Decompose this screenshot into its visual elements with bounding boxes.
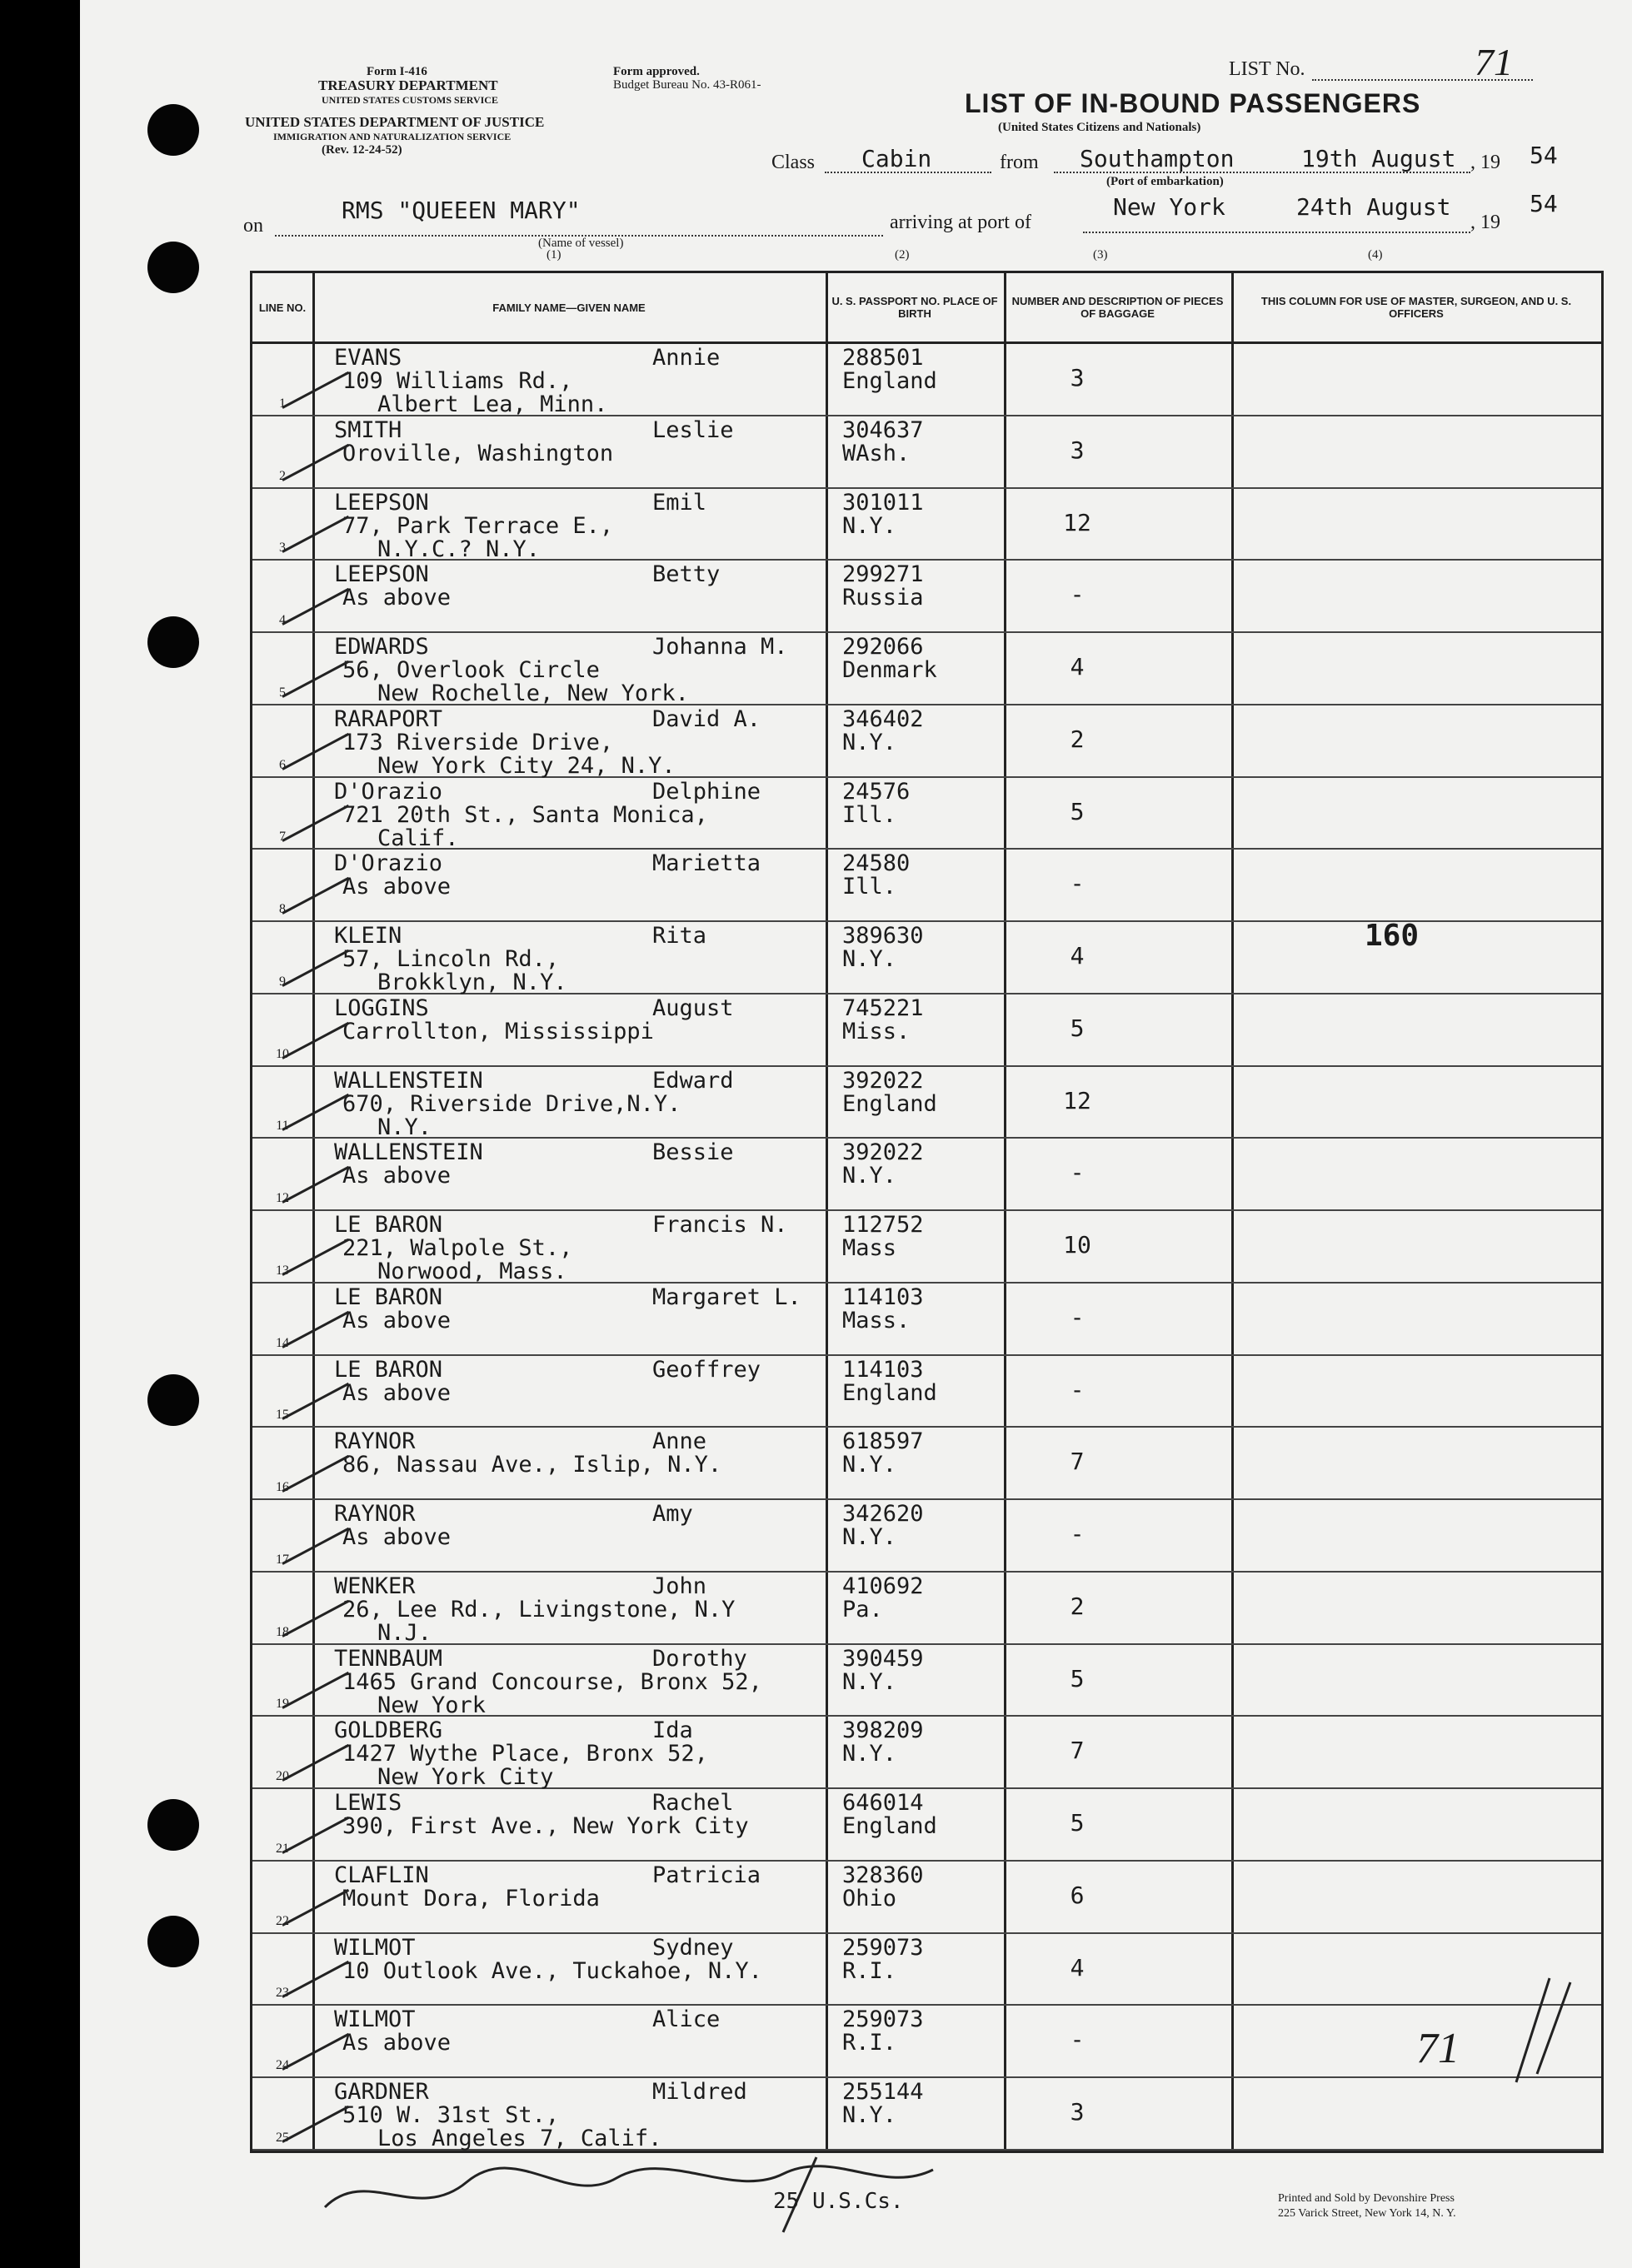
baggage-count: 2 bbox=[1070, 725, 1085, 753]
given-name: Leslie bbox=[652, 416, 734, 443]
address-line-2: New Rochelle, New York. bbox=[377, 680, 689, 707]
place-of-birth: Ohio bbox=[842, 1885, 897, 1912]
place-of-birth: England bbox=[842, 1379, 937, 1406]
table-row bbox=[252, 416, 1601, 489]
place-of-birth: England bbox=[842, 368, 937, 394]
vessel-name: RMS "QUEEEN MARY" bbox=[342, 197, 581, 224]
given-name: Dorothy bbox=[652, 1645, 747, 1672]
embarkation-port: Southampton bbox=[1080, 145, 1235, 172]
check-mark bbox=[282, 1528, 349, 1565]
address-line-1: As above bbox=[342, 585, 452, 611]
given-name: Johanna M. bbox=[652, 634, 788, 660]
family-name: RAYNOR bbox=[334, 1501, 416, 1528]
address-line-1: As above bbox=[342, 874, 452, 900]
passport-number: 328360 bbox=[842, 1862, 924, 1888]
check-mark bbox=[282, 805, 349, 842]
passport-number: 618597 bbox=[842, 1428, 924, 1455]
place-of-birth: N.Y. bbox=[842, 1741, 897, 1767]
baggage-count: 7 bbox=[1070, 1737, 1085, 1765]
check-mark bbox=[282, 1889, 349, 1927]
col-line-no: LINE NO. bbox=[252, 273, 312, 344]
given-name: Rachel bbox=[652, 1790, 734, 1817]
check-mark bbox=[282, 660, 349, 698]
line-number: 5 bbox=[279, 685, 286, 700]
table-row bbox=[252, 1211, 1601, 1284]
from-label: from bbox=[1000, 152, 1039, 173]
binder-hole bbox=[147, 104, 199, 156]
table-row bbox=[252, 994, 1601, 1067]
address-line-2: New York bbox=[377, 1692, 487, 1718]
col-marker-3: (3) bbox=[1093, 248, 1108, 262]
line-number: 8 bbox=[279, 902, 286, 917]
check-mark bbox=[282, 2033, 349, 2071]
family-name: RARAPORT bbox=[334, 705, 443, 732]
passport-number: 342620 bbox=[842, 1501, 924, 1528]
check-mark bbox=[282, 1094, 349, 1131]
passport-number: 299271 bbox=[842, 561, 924, 588]
given-name: David A. bbox=[652, 705, 761, 732]
address-line-2: N.J. bbox=[377, 1619, 432, 1646]
baggage-count: 3 bbox=[1070, 364, 1085, 391]
list-number: 71 bbox=[1475, 41, 1513, 83]
given-name: Betty bbox=[652, 561, 721, 588]
check-mark bbox=[282, 516, 349, 553]
check-mark bbox=[282, 1455, 349, 1493]
form-approved: Form approved. bbox=[613, 65, 700, 78]
address-line-1: 77, Park Terrace E., bbox=[342, 512, 614, 539]
col-marker-1: (1) bbox=[546, 248, 561, 262]
check-mark bbox=[282, 371, 349, 409]
given-name: Emil bbox=[652, 489, 707, 516]
passport-number: 646014 bbox=[842, 1790, 924, 1817]
table-row bbox=[252, 1067, 1601, 1139]
place-of-birth: Denmark bbox=[842, 657, 937, 684]
binder-hole bbox=[147, 242, 199, 293]
baggage-count: 4 bbox=[1070, 1953, 1085, 1981]
passport-number: 288501 bbox=[842, 345, 924, 371]
budget-bureau: Budget Bureau No. 43-R061- bbox=[613, 78, 761, 92]
given-name: Francis N. bbox=[652, 1212, 788, 1239]
baggage-count: - bbox=[1070, 1520, 1085, 1548]
check-mark bbox=[282, 1239, 349, 1276]
family-name: WILMOT bbox=[334, 2006, 416, 2033]
address-line-1: As above bbox=[342, 2030, 452, 2056]
embarkation-caption: (Port of embarkation) bbox=[1106, 175, 1224, 188]
place-of-birth: N.Y. bbox=[842, 1668, 897, 1695]
passport-number: 389630 bbox=[842, 923, 924, 950]
officer-note: 160 bbox=[1365, 919, 1420, 953]
check-mark bbox=[282, 1383, 349, 1420]
class-label: Class bbox=[771, 152, 816, 173]
address-line-2: New York City 24, N.Y. bbox=[377, 752, 676, 779]
address-line-1: 1427 Wythe Place, Bronx 52, bbox=[342, 1741, 708, 1767]
baggage-count: - bbox=[1070, 870, 1085, 898]
table-row bbox=[252, 1139, 1601, 1211]
address-line-2: Calif. bbox=[377, 825, 459, 851]
passport-number: 390459 bbox=[842, 1645, 924, 1672]
address-line-1: 57, Lincoln Rd., bbox=[342, 946, 560, 973]
line-number: 12 bbox=[276, 1191, 289, 1206]
given-name: Margaret L. bbox=[652, 1284, 801, 1310]
check-mark bbox=[282, 1672, 349, 1709]
class-value: Cabin bbox=[861, 145, 932, 172]
line-number: 23 bbox=[276, 1986, 289, 2001]
line-number: 9 bbox=[279, 974, 286, 989]
list-subtitle: (United States Citizens and Nationals) bbox=[998, 121, 1201, 134]
line-number: 7 bbox=[279, 830, 286, 845]
place-of-birth: Ill. bbox=[842, 801, 897, 828]
place-of-birth: N.Y. bbox=[842, 946, 897, 973]
col-officers: THIS COLUMN FOR USE OF MASTER, SURGEON, AND U. S. OFFICERS bbox=[1231, 273, 1601, 344]
address-line-2: N.Y.C.? N.Y. bbox=[377, 536, 541, 562]
address-line-1: 221, Walpole St., bbox=[342, 1235, 573, 1262]
family-name: EVANS bbox=[334, 345, 402, 371]
family-name: EDWARDS bbox=[334, 634, 429, 660]
address-line-1: As above bbox=[342, 1524, 452, 1551]
given-name: John bbox=[652, 1573, 707, 1599]
col-name: FAMILY NAME—GIVEN NAME bbox=[312, 273, 826, 344]
family-name: RAYNOR bbox=[334, 1428, 416, 1455]
check-mark bbox=[282, 443, 349, 481]
line-number: 10 bbox=[276, 1046, 289, 1061]
baggage-count: 5 bbox=[1070, 1809, 1085, 1837]
address-line-1: 109 Williams Rd., bbox=[342, 368, 573, 394]
table-row bbox=[252, 489, 1601, 561]
address-line-1: 721 20th St., Santa Monica, bbox=[342, 801, 708, 828]
line-number: 15 bbox=[276, 1408, 289, 1423]
line-number: 11 bbox=[276, 1119, 289, 1134]
table-row bbox=[252, 1862, 1601, 1934]
line-number: 2 bbox=[279, 468, 286, 483]
passport-number: 398209 bbox=[842, 1717, 924, 1744]
family-name: SMITH bbox=[334, 416, 402, 443]
family-name: D'Orazio bbox=[334, 778, 443, 805]
check-mark bbox=[282, 1022, 349, 1059]
col-marker-4: (4) bbox=[1368, 248, 1383, 262]
binder-hole bbox=[147, 1799, 199, 1851]
place-of-birth: R.I. bbox=[842, 1957, 897, 1984]
place-of-birth: WAsh. bbox=[842, 440, 911, 466]
table-row bbox=[252, 633, 1601, 705]
table-row bbox=[252, 778, 1601, 850]
passport-number: 114103 bbox=[842, 1284, 924, 1310]
given-name: Ida bbox=[652, 1717, 693, 1744]
line-number: 20 bbox=[276, 1769, 289, 1784]
place-of-birth: Ill. bbox=[842, 874, 897, 900]
given-name: Bessie bbox=[652, 1139, 734, 1166]
address-line-1: Carrollton, Mississippi bbox=[342, 1018, 654, 1044]
address-line-1: 86, Nassau Ave., Islip, N.Y. bbox=[342, 1452, 722, 1478]
line-number: 25 bbox=[276, 2130, 289, 2145]
passport-number: 114103 bbox=[842, 1356, 924, 1383]
passport-number: 745221 bbox=[842, 994, 924, 1021]
address-line-1: 510 W. 31st St., bbox=[342, 2102, 560, 2129]
line-number: 16 bbox=[276, 1480, 289, 1495]
justice-dept: UNITED STATES DEPARTMENT OF JUSTICE bbox=[245, 114, 545, 130]
passport-number: 112752 bbox=[842, 1212, 924, 1239]
table-row bbox=[252, 2078, 1601, 2151]
passport-number: 24576 bbox=[842, 778, 911, 805]
passport-number: 304637 bbox=[842, 416, 924, 443]
table-row bbox=[252, 1428, 1601, 1500]
table-row bbox=[252, 850, 1601, 922]
arrival-port: New York bbox=[1113, 193, 1225, 221]
passport-number: 259073 bbox=[842, 1934, 924, 1961]
baggage-count: 6 bbox=[1070, 1881, 1085, 1909]
place-of-birth: N.Y. bbox=[842, 512, 897, 539]
family-name: LE BARON bbox=[334, 1356, 443, 1383]
place-of-birth: N.Y. bbox=[842, 1452, 897, 1478]
line-number: 13 bbox=[276, 1263, 289, 1278]
binder-hole bbox=[147, 1916, 199, 1967]
family-name: LEWIS bbox=[334, 1790, 402, 1817]
col-passport: U. S. PASSPORT NO. PLACE OF BIRTH bbox=[826, 273, 1004, 344]
passenger-table bbox=[250, 271, 1604, 2153]
passport-number: 24580 bbox=[842, 850, 911, 877]
check-mark bbox=[282, 588, 349, 626]
table-row bbox=[252, 561, 1601, 633]
address-line-2: Albert Lea, Minn. bbox=[377, 391, 608, 417]
address-line-1: 390, First Ave., New York City bbox=[342, 1813, 749, 1840]
address-line-1: As above bbox=[342, 1163, 452, 1189]
check-mark bbox=[282, 2106, 349, 2143]
line-number: 14 bbox=[276, 1335, 289, 1350]
binder-hole bbox=[147, 616, 199, 668]
family-name: WALLENSTEIN bbox=[334, 1067, 483, 1094]
baggage-count: - bbox=[1070, 1375, 1085, 1403]
table-row bbox=[252, 1500, 1601, 1573]
line-number: 19 bbox=[276, 1697, 289, 1712]
check-mark bbox=[282, 877, 349, 915]
family-name: WENKER bbox=[334, 1573, 416, 1599]
year-prefix-2: , 19 bbox=[1470, 212, 1500, 233]
address-line-2: Brokklyn, N.Y. bbox=[377, 970, 567, 996]
line-number: 22 bbox=[276, 1913, 289, 1928]
baggage-count: 4 bbox=[1070, 653, 1085, 681]
list-no-label: LIST No. bbox=[1229, 58, 1305, 80]
family-name: WALLENSTEIN bbox=[334, 1139, 483, 1166]
place-of-birth: Miss. bbox=[842, 1018, 911, 1044]
table-row bbox=[252, 1789, 1601, 1862]
baggage-count: 2 bbox=[1070, 1592, 1085, 1620]
address-line-1: 56, Overlook Circle bbox=[342, 657, 600, 684]
passport-number: 410692 bbox=[842, 1573, 924, 1599]
given-name: Annie bbox=[652, 345, 721, 371]
passport-number: 392022 bbox=[842, 1139, 924, 1166]
table-row bbox=[252, 705, 1601, 778]
place-of-birth: N.Y. bbox=[842, 729, 897, 755]
check-mark bbox=[282, 1166, 349, 1204]
arriving-label: arriving at port of bbox=[890, 212, 1031, 233]
table-row bbox=[252, 1934, 1601, 2006]
table-row bbox=[252, 1645, 1601, 1717]
table-row bbox=[252, 1356, 1601, 1428]
address-line-1: 1465 Grand Concourse, Bronx 52, bbox=[342, 1668, 762, 1695]
address-line-2: Los Angeles 7, Calif. bbox=[377, 2126, 662, 2152]
given-name: Marietta bbox=[652, 850, 761, 877]
family-name: D'Orazio bbox=[334, 850, 443, 877]
baggage-count: - bbox=[1070, 2026, 1085, 2054]
family-name: CLAFLIN bbox=[334, 1862, 429, 1888]
passport-number: 259073 bbox=[842, 2006, 924, 2033]
place-of-birth: N.Y. bbox=[842, 1163, 897, 1189]
line-number: 17 bbox=[276, 1552, 289, 1567]
place-of-birth: England bbox=[842, 1813, 937, 1840]
place-of-birth: Pa. bbox=[842, 1596, 883, 1622]
baggage-count: 7 bbox=[1070, 1448, 1085, 1476]
address-line-2: N.Y. bbox=[377, 1114, 432, 1140]
form-number: Form I-416 bbox=[367, 65, 427, 78]
table-row bbox=[252, 1284, 1601, 1356]
address-line-1: Mount Dora, Florida bbox=[342, 1885, 600, 1912]
family-name: TENNBAUM bbox=[334, 1645, 443, 1672]
line-number: 4 bbox=[279, 613, 286, 628]
given-name: Alice bbox=[652, 2006, 721, 2033]
baggage-count: - bbox=[1070, 1303, 1085, 1331]
arrival-date: 24th August bbox=[1296, 193, 1451, 221]
place-of-birth: Mass bbox=[842, 1235, 897, 1262]
baggage-count: 12 bbox=[1063, 508, 1091, 536]
baggage-count: - bbox=[1070, 1159, 1085, 1187]
baggage-count: 5 bbox=[1070, 797, 1085, 825]
address-line-1: Oroville, Washington bbox=[342, 440, 614, 466]
family-name: GARDNER bbox=[334, 2079, 429, 2106]
family-name: LE BARON bbox=[334, 1284, 443, 1310]
baggage-count: 10 bbox=[1063, 1231, 1091, 1259]
treasury-dept: TREASURY DEPARTMENT bbox=[318, 77, 498, 93]
year-prefix: , 19 bbox=[1470, 152, 1500, 173]
table-row bbox=[252, 344, 1601, 416]
place-of-birth: England bbox=[842, 1090, 937, 1117]
address-line-1: As above bbox=[342, 1379, 452, 1406]
family-name: GOLDBERG bbox=[334, 1717, 443, 1744]
baggage-count: 5 bbox=[1070, 1014, 1085, 1042]
line-number: 18 bbox=[276, 1624, 289, 1639]
address-line-1: As above bbox=[342, 1307, 452, 1333]
arrival-year: 54 bbox=[1530, 190, 1558, 217]
check-mark bbox=[282, 1600, 349, 1637]
list-title: LIST OF IN-BOUND PASSENGERS bbox=[965, 88, 1421, 118]
passport-number: 392022 bbox=[842, 1067, 924, 1094]
check-mark bbox=[282, 1961, 349, 1998]
table-row bbox=[252, 1717, 1601, 1789]
place-of-birth: Russia bbox=[842, 585, 924, 611]
address-line-1: 173 Riverside Drive, bbox=[342, 729, 614, 755]
baggage-count: - bbox=[1070, 581, 1085, 609]
check-mark bbox=[282, 732, 349, 770]
printer: Printed and Sold by Devonshire Press bbox=[1278, 2192, 1455, 2205]
place-of-birth: N.Y. bbox=[842, 2102, 897, 2129]
line-number: 24 bbox=[276, 2058, 289, 2073]
line-number: 21 bbox=[276, 1841, 289, 1856]
given-name: Patricia bbox=[652, 1862, 761, 1888]
col-baggage: NUMBER AND DESCRIPTION OF PIECES OF BAGGAGE bbox=[1004, 273, 1231, 344]
given-name: Rita bbox=[652, 923, 707, 950]
given-name: Geoffrey bbox=[652, 1356, 761, 1383]
passport-number: 346402 bbox=[842, 705, 924, 732]
place-of-birth: R.I. bbox=[842, 2030, 897, 2056]
line-number: 3 bbox=[279, 541, 286, 556]
address-line-2: Norwood, Mass. bbox=[377, 1259, 567, 1285]
handwritten-mark bbox=[1500, 1974, 1575, 2091]
binder-hole bbox=[147, 1374, 199, 1426]
given-name: August bbox=[652, 994, 734, 1021]
on-label: on bbox=[243, 215, 263, 237]
given-name: Sydney bbox=[652, 1934, 734, 1961]
table-row bbox=[252, 1573, 1601, 1645]
departure-date: 19th August bbox=[1301, 145, 1456, 172]
family-name: LE BARON bbox=[334, 1212, 443, 1239]
family-name: LEEPSON bbox=[334, 489, 429, 516]
family-name: LOGGINS bbox=[334, 994, 429, 1021]
check-mark bbox=[282, 1744, 349, 1782]
place-of-birth: Mass. bbox=[842, 1307, 911, 1333]
margin-list-number: 71 bbox=[1416, 2025, 1460, 2072]
baggage-count: 12 bbox=[1063, 1086, 1091, 1114]
given-name: Amy bbox=[652, 1501, 693, 1528]
col-marker-2: (2) bbox=[895, 248, 910, 262]
line-number: 6 bbox=[279, 757, 286, 772]
address-line-1: 10 Outlook Ave., Tuckahoe, N.Y. bbox=[342, 1957, 762, 1984]
family-name: LEEPSON bbox=[334, 561, 429, 588]
passport-number: 292066 bbox=[842, 634, 924, 660]
departure-year: 54 bbox=[1530, 142, 1558, 169]
address-line-2: New York City bbox=[377, 1764, 554, 1791]
check-mark bbox=[282, 950, 349, 987]
baggage-count: 3 bbox=[1070, 2098, 1085, 2126]
given-name: Edward bbox=[652, 1067, 734, 1094]
baggage-count: 5 bbox=[1070, 1664, 1085, 1692]
printer-address: 225 Varick Street, New York 14, N. Y. bbox=[1278, 2207, 1456, 2220]
given-name: Delphine bbox=[652, 778, 761, 805]
family-name: KLEIN bbox=[334, 923, 402, 950]
given-name: Mildred bbox=[652, 2079, 747, 2106]
family-name: WILMOT bbox=[334, 1934, 416, 1961]
baggage-count: 3 bbox=[1070, 436, 1085, 464]
given-name: Anne bbox=[652, 1428, 707, 1455]
customs-service: UNITED STATES CUSTOMS SERVICE bbox=[322, 94, 498, 106]
baggage-count: 4 bbox=[1070, 942, 1085, 970]
address-line-1: 670, Riverside Drive,N.Y. bbox=[342, 1090, 681, 1117]
passport-number: 301011 bbox=[842, 489, 924, 516]
line-number: 1 bbox=[279, 396, 286, 411]
address-line-1: 26, Lee Rd., Livingstone, N.Y bbox=[342, 1596, 736, 1622]
place-of-birth: N.Y. bbox=[842, 1524, 897, 1551]
ins-service: IMMIGRATION AND NATURALIZATION SERVICE bbox=[273, 131, 512, 142]
check-mark bbox=[282, 1817, 349, 1854]
total-citizens: 25 U.S.Cs. bbox=[773, 2189, 904, 2214]
check-mark bbox=[282, 1311, 349, 1348]
table-row bbox=[252, 2006, 1601, 2078]
revision: (Rev. 12-24-52) bbox=[322, 143, 402, 157]
passport-number: 255144 bbox=[842, 2079, 924, 2106]
vessel-caption: (Name of vessel) bbox=[538, 237, 624, 250]
